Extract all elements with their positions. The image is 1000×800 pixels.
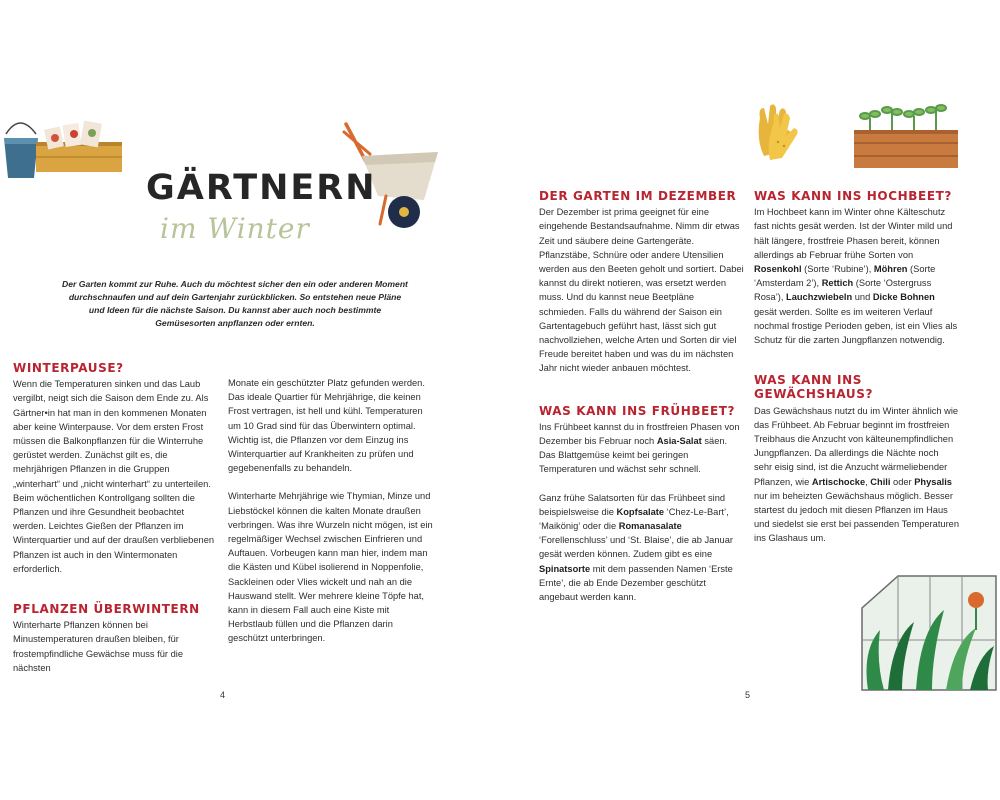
heading-winterpause: WINTERPAUSE? (13, 361, 124, 375)
paragraph-fruehbeet-2: Ganz frühe Salatsorten für das Frühbeet sind beispielsweise die Kopfsalate ‘Chez-Le-Bart’, ‘Maikönig’ oder die Romanasalate ‘Forellenschluss’ und ‘St. Blaise’, die ab Januar gesät werden können. Zudem gibt es eine Spinatsorte mit dem passenden Namen ‘Erste Ernte’, die ab Ende Dezember geschützt angebaut werden kann. (539, 492, 733, 603)
heading-fruehbeet: WAS KANN INS FRÜHBEET? (539, 403, 736, 418)
paragraph-ueberwintern-2: Monate ein geschützter Platz gefunden werden. Das ideale Quartier für Mehrjährige, die keinen Frost vertragen, ist hell und kühl. Temperaturen um 10 Grad sind für das Überwintern optimal. Wichtig ist, die Pflanzen vor dem Einzug ins Winterquartier auf Krankheiten zu prüfen und gegebenenfalls zu behandeln. (228, 378, 425, 474)
column-left-1 (13, 361, 218, 675)
paragraph-hochbeet: Im Hochbeet kann im Winter ohne Kälteschutz fast nichts gesät werden. Ist der Winter mild und hält längere, frostfreie Phasen bereit, können allerdings ab Februar frühe Sorten von Rosenkohl (Sorte ‘Rubine’), Möhren (Sorte ‘Amsterdam 2’), Rettich (Sorte ‘Ostergruss Rosa’), Lauchzwiebeln und Dicke Bohnen gesät werden. Sollte es im weiteren Verlauf nochmal frostige Perioden geben, ist ein Vlies als Schutz für die zarten Jungpflanzen notwendig. (754, 207, 958, 346)
page-subtitle: im Winter (160, 212, 310, 245)
paragraph-fruehbeet-1: Ins Frühbeet kannst du in frostfreien Phasen von Dezember bis Februar noch Asia-Salat säen. Das Blattgemüse keimt bei geringen Temperaturen und wächst sehr schnell. (539, 421, 740, 475)
intro-text: Der Garten kommt zur Ruhe. Auch du möchtest sicher den ein oder anderen Moment durchschnaufen und auf dein Gartenjahr zurückblicken. So entstehen neue Pläne und Ideen für die nächste Saison. Du kannst aber auch noch bestimmte Gemüsesorten anpflanzen oder ernten. (62, 279, 408, 328)
paragraph-ueberwintern-3: Winterharte Mehrjährige wie Thymian, Minze und Liebstöckel können die kalten Monate draußen verbringen. Was ihre Wurzeln nicht mögen, ist ein regelmäßiger Wechsel zwischen Einfrieren und Auftauen. Vorbeugen kann man hier, indem man die Kästen und Kübel isolierend in Noppenfolie, Sackleinen oder Vlies wickelt und nah an die Hauswand stellt. Wer mehrere kleine Töpfe hat, kann in diesem Fall auch eine Kiste mit Herbstlaub füllen und die Pflanzen darin geschützt unterbringen. (228, 491, 433, 644)
page-number-right: 5 (745, 690, 751, 700)
paragraph-winterpause: Wenn die Temperaturen sinken und das Laub vergilbt, neigt sich die Saison dem Ende zu. Als Gärtner•in hat man in den kommenen Monaten aber keine Winterpause. Vor dem ersten Frost müssen die Balkonpflanzen für die Winterruhe gerüstet werden. Zunächst gilt es, die mehrjährigen Pflanzen in die Gruppen „winterhart“ und „nicht winterhart“ zu unterteilen. Beim wöchentlichen Kontrollgang sollten die Pflanzen und ihre Gesundheit beobachtet werden. Leichtes Gießen der Pflanzen im Winterquartier und auf der draußen verbliebenen Pflanzen ist auch in den Wintermonaten erforderlich. (13, 379, 215, 574)
raised-bed-seedlings-illustration (850, 100, 962, 172)
greenhouse-illustration (858, 570, 1000, 694)
column-right-1 (539, 189, 744, 604)
heading-dezember: DER GARTEN IM DEZEMBER (539, 189, 737, 203)
page-number-left: 4 (220, 690, 226, 700)
bucket-and-crate-illustration (0, 112, 128, 184)
column-right-2 (754, 189, 959, 546)
paragraph-dezember: Der Dezember ist prima geeignet für eine eingehende Bestandsaufnahme. Nimm dir etwas Zeit und säubere deine Gartengeräte. Pflanzstäbe, Schnüre oder andere Utensilien werden aus den Beeten geholt und sortiert. Dabei kannst du direkt notieren, was ersetzt werden muss. Und du kannst neue Beetpläne schmieden. Falls du während der Saison ein Gartentagebuch geführt hast, lässt sich gut nachvollziehen, welche Arten und Sorten dir viel Freude bereitet haben und was du im nächsten Jahr nicht wieder anbauen möchtest. (539, 207, 744, 374)
paragraph-gewaechshaus: Das Gewächshaus nutzt du im Winter ähnlich wie das Frühbeet. Ab Februar beginnt im frostfreien Treibhaus die Anzucht von kälteunempfindlichen Jungpflanzen. Da allerdings die Nächte noch sehr eisig sind, ist die Anzucht wärmeliebender Pflanzen, wie Artischocke, Chili oder Physalis nur im beheizten Gewächshaus möglich. Besser startest du jedoch mit diesen Pflanzen im Haus und siedelst sie erst bei passenden Temperaturen ins Glashaus um. (754, 405, 960, 544)
paragraph-ueberwintern-1: Winterharte Pflanzen können bei Minustemperaturen draußen bleiben, für frostempfindliche Gewächse muss für die nächsten (13, 620, 183, 673)
gardening-gloves-illustration (752, 100, 804, 162)
heading-ueberwintern: PFLANZEN ÜBERWINTERN (13, 602, 200, 617)
heading-hochbeet: WAS KANN INS HOCHBEET? (754, 189, 952, 203)
heading-gewaechshaus: WAS KANN INS GEWÄCHSHAUS? (754, 373, 874, 402)
page-title: GÄRTNERN (146, 168, 377, 208)
column-left-2 (228, 376, 434, 646)
